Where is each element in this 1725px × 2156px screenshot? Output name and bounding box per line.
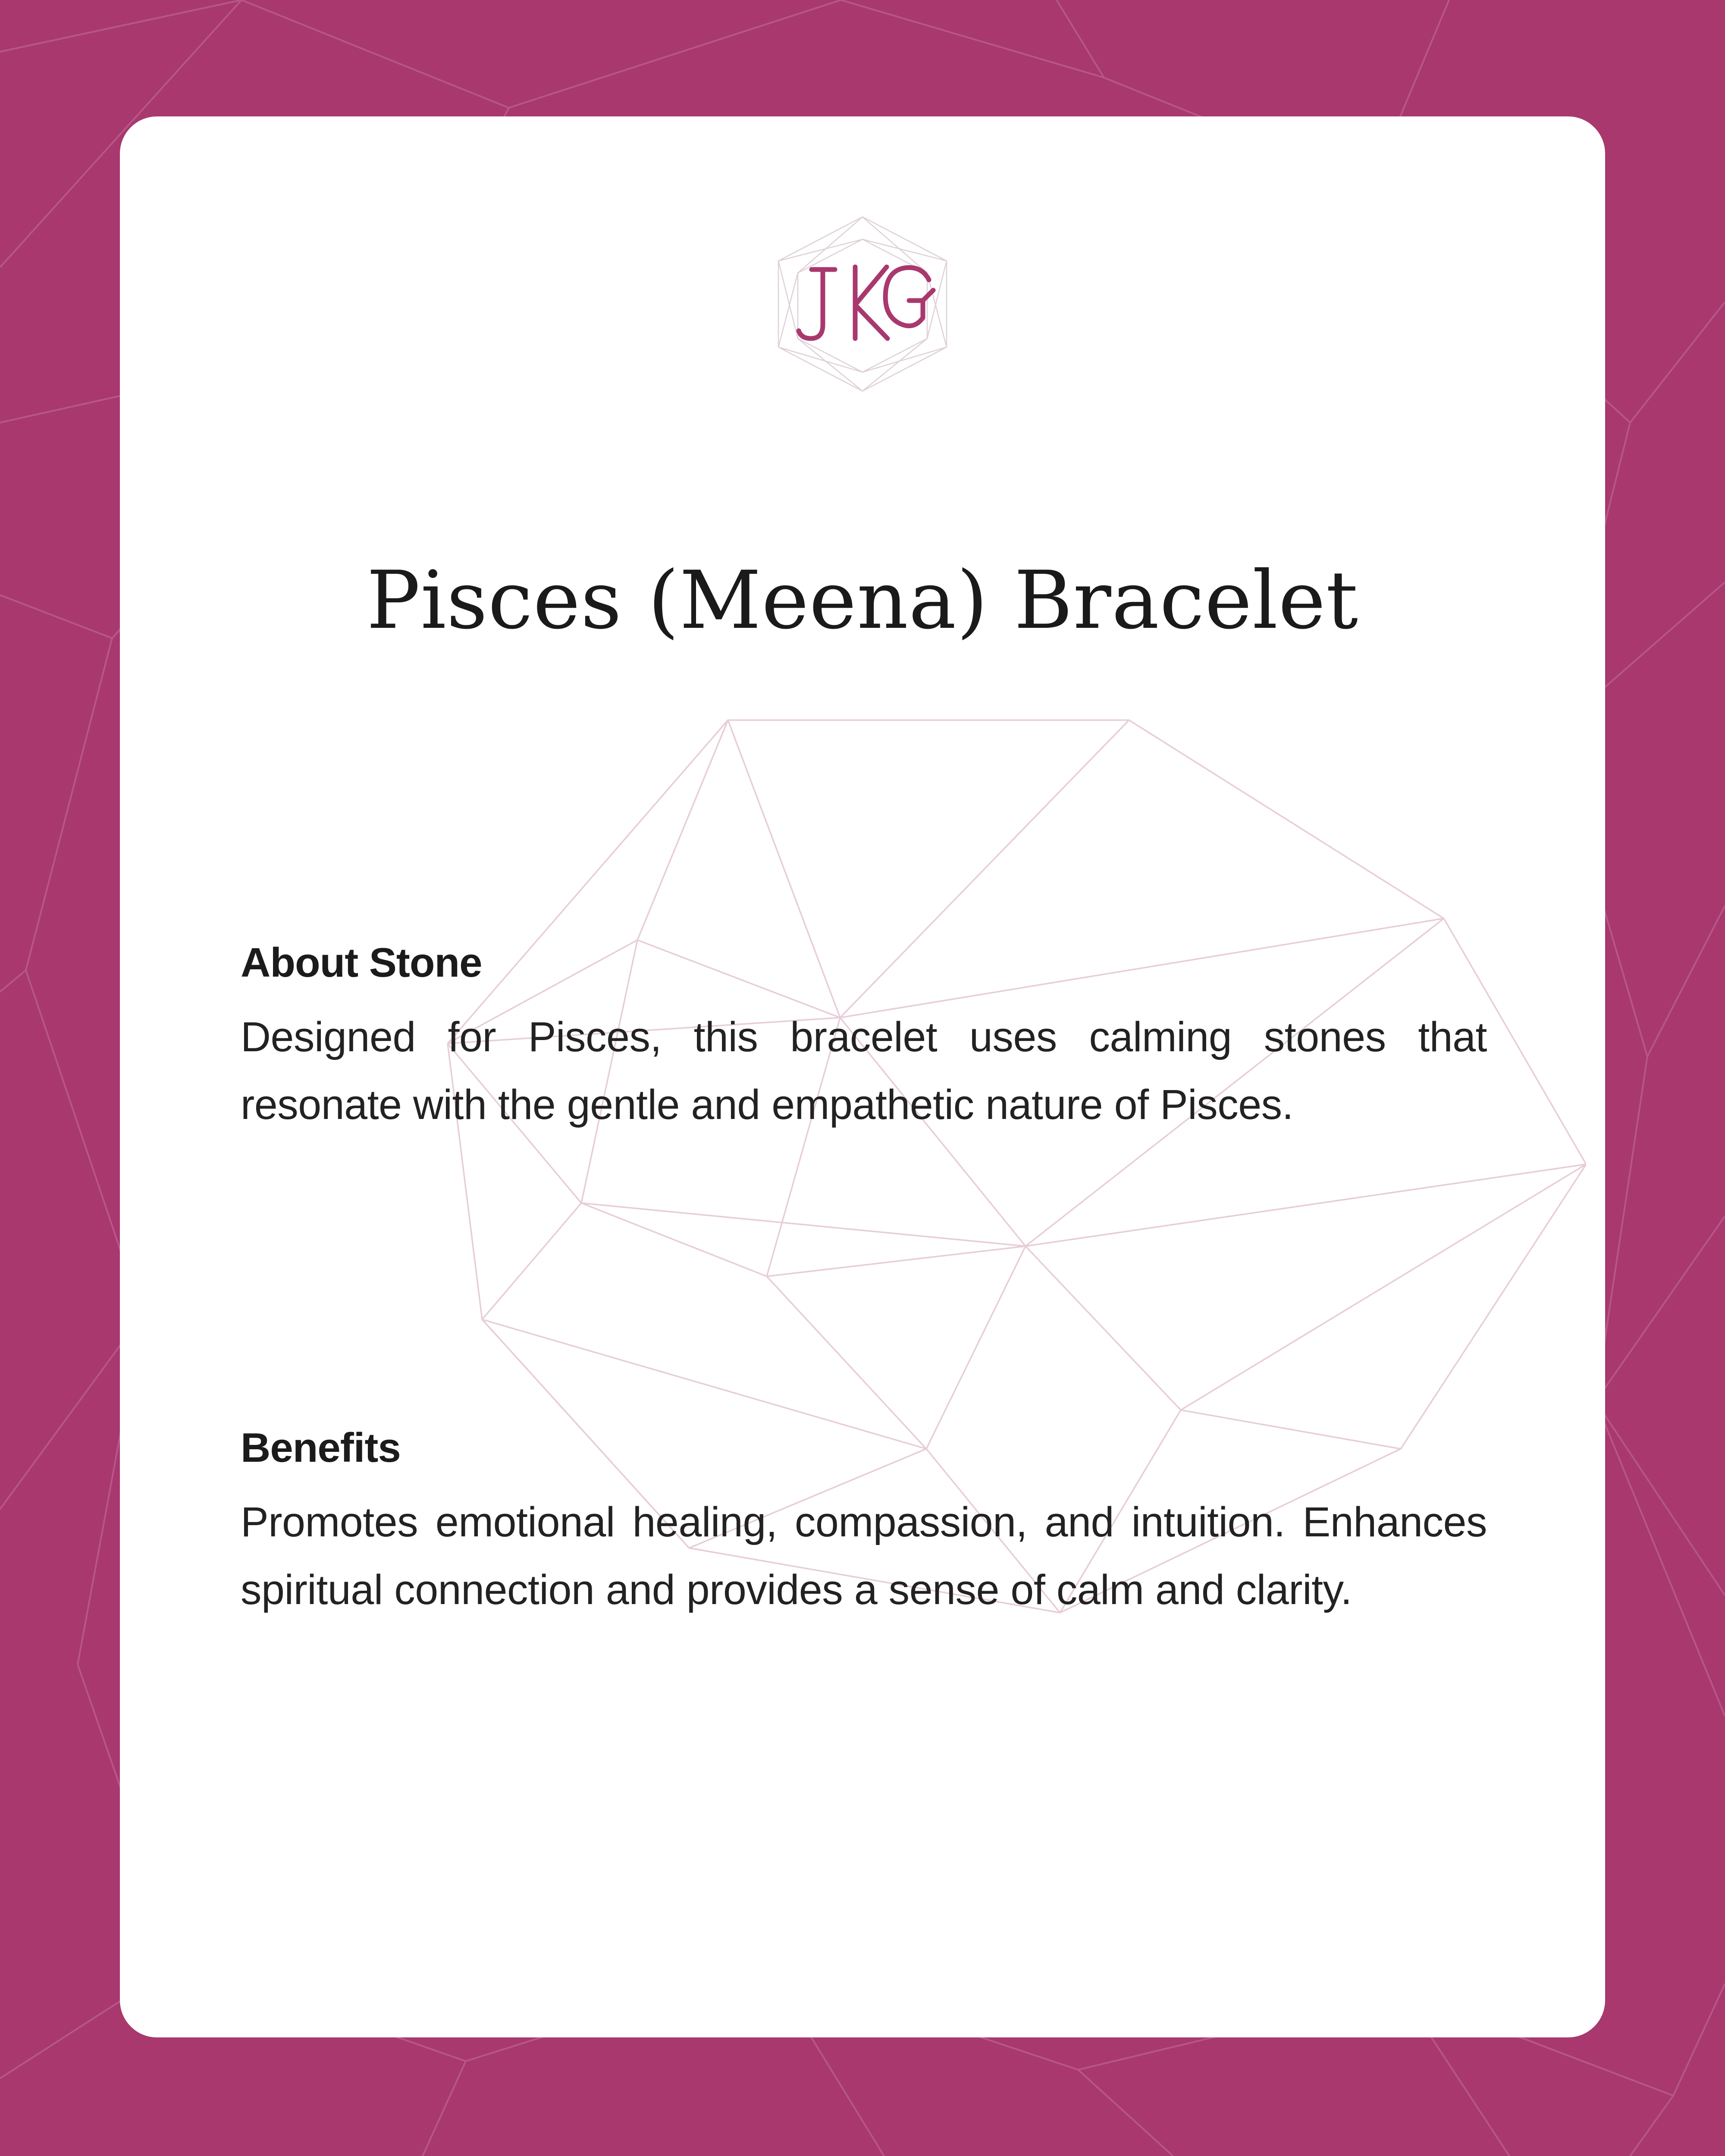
section-benefits xyxy=(241,1423,1487,1623)
section-heading-benefits: Benefits xyxy=(241,1425,401,1471)
section-heading-about-stone: About Stone xyxy=(241,940,482,986)
content-card xyxy=(120,116,1605,2037)
section-body-benefits: Promotes emotional healing, compassion, and intuition. Enhances spiritual connection and provides a sense of calm and clarity. xyxy=(241,1498,1487,1614)
section-body-about-stone: Designed for Pisces, this bracelet uses calming stones that resonate with the gentle and empathetic nature of Pisces. xyxy=(241,1013,1487,1128)
page-title: Pisces (Meena) Bracelet xyxy=(366,554,1359,647)
section-about-stone xyxy=(241,938,1487,1138)
brand-logo xyxy=(750,209,975,395)
